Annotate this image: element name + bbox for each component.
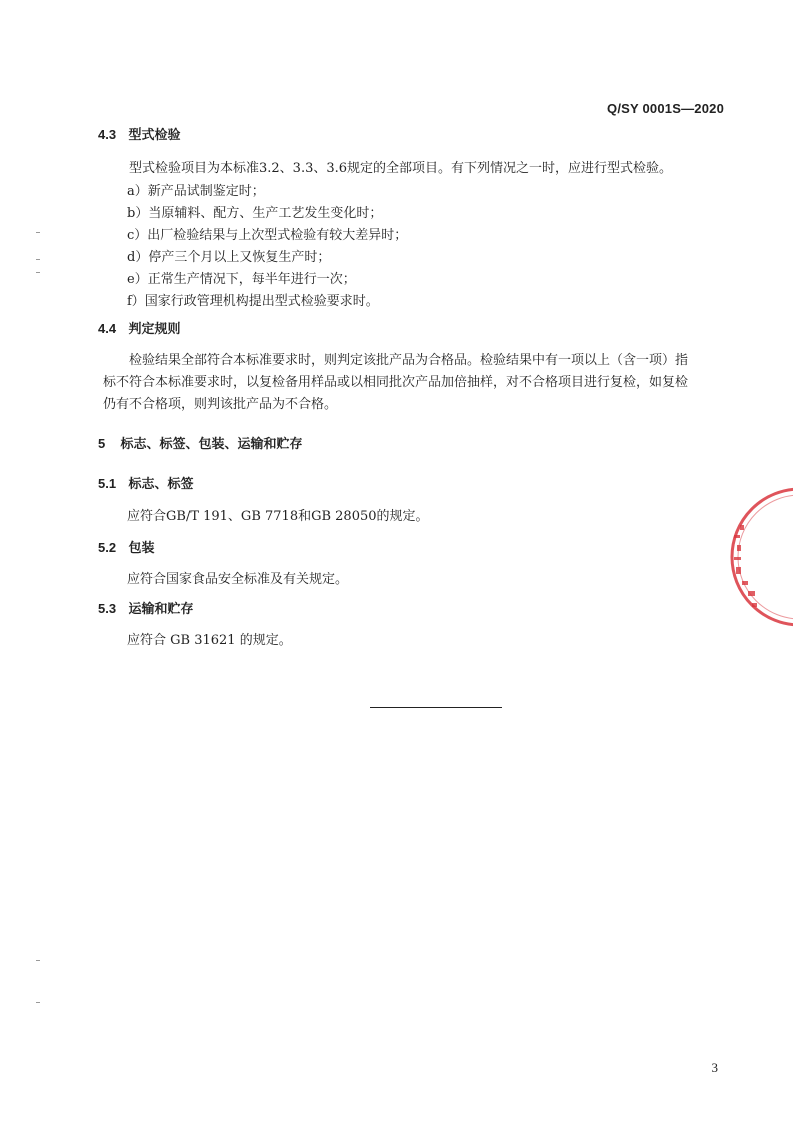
list-item: a）新产品试制鉴定时； bbox=[127, 184, 265, 199]
paragraph-5-3: 应符合 GB 31621 的规定。 bbox=[127, 633, 292, 648]
paragraph-4-4-line-1: 检验结果全部符合本标准要求时，则判定该批产品为合格品。检验结果中有一项以上（含一项）指 bbox=[129, 353, 689, 368]
section-heading-5-1 bbox=[98, 473, 194, 492]
section-number: 5 bbox=[98, 436, 106, 451]
section-title: 包装 bbox=[128, 541, 155, 556]
section-title: 标志、标签 bbox=[128, 477, 194, 492]
end-of-text-rule bbox=[370, 707, 502, 708]
section-number: 4.3 bbox=[98, 127, 117, 142]
section-heading-5-2 bbox=[98, 537, 155, 556]
scan-mark bbox=[36, 960, 40, 961]
paragraph-4-4-line-3: 仍有不合格项，则判该批产品为不合格。 bbox=[103, 397, 338, 412]
paragraph-5-1: 应符合GB/T 191、GB 7718和GB 28050的规定。 bbox=[127, 509, 429, 524]
section-title: 型式检验 bbox=[128, 128, 181, 143]
section-heading-5-3 bbox=[98, 598, 194, 617]
list-item: f）国家行政管理机构提出型式检验要求时。 bbox=[127, 294, 379, 309]
standard-code: Q/SY 0001S—2020 bbox=[607, 101, 724, 116]
scan-mark bbox=[36, 1002, 40, 1003]
list-item: d）停产三个月以上又恢复生产时； bbox=[127, 250, 331, 265]
section-title: 运输和贮存 bbox=[128, 602, 194, 617]
scan-mark bbox=[36, 272, 40, 273]
section-title: 判定规则 bbox=[128, 322, 181, 337]
paragraph-4-3-intro: 型式检验项目为本标准3.2、3.3、3.6规定的全部项目。有下列情况之一时，应进行型式检验。 bbox=[129, 161, 673, 176]
paragraph-5-2: 应符合国家食品安全标准及有关规定。 bbox=[127, 572, 349, 587]
scan-mark bbox=[36, 232, 40, 233]
section-heading-5 bbox=[98, 433, 303, 452]
section-number: 5.3 bbox=[98, 601, 117, 616]
section-number: 5.2 bbox=[98, 540, 117, 555]
paragraph-4-4-line-2: 标不符合本标准要求时，以复检备用样品或以相同批次产品加倍抽样，对不合格项目进行复检，如复检 bbox=[103, 375, 689, 390]
scan-mark bbox=[36, 259, 40, 260]
seal-graphic bbox=[690, 485, 793, 630]
section-number: 5.1 bbox=[98, 476, 117, 491]
list-item: e）正常生产情况下，每半年进行一次； bbox=[127, 272, 356, 287]
section-title: 标志、标签、包装、运输和贮存 bbox=[120, 437, 303, 452]
list-item: b）当原辅料、配方、生产工艺发生变化时； bbox=[127, 206, 383, 221]
section-heading-4-3 bbox=[98, 124, 181, 143]
section-number: 4.4 bbox=[98, 321, 117, 336]
red-seal-stamp bbox=[690, 485, 793, 630]
page-number: 3 bbox=[711, 1060, 718, 1075]
section-heading-4-4 bbox=[98, 318, 181, 337]
list-item: c）出厂检验结果与上次型式检验有较大差异时； bbox=[127, 228, 408, 243]
